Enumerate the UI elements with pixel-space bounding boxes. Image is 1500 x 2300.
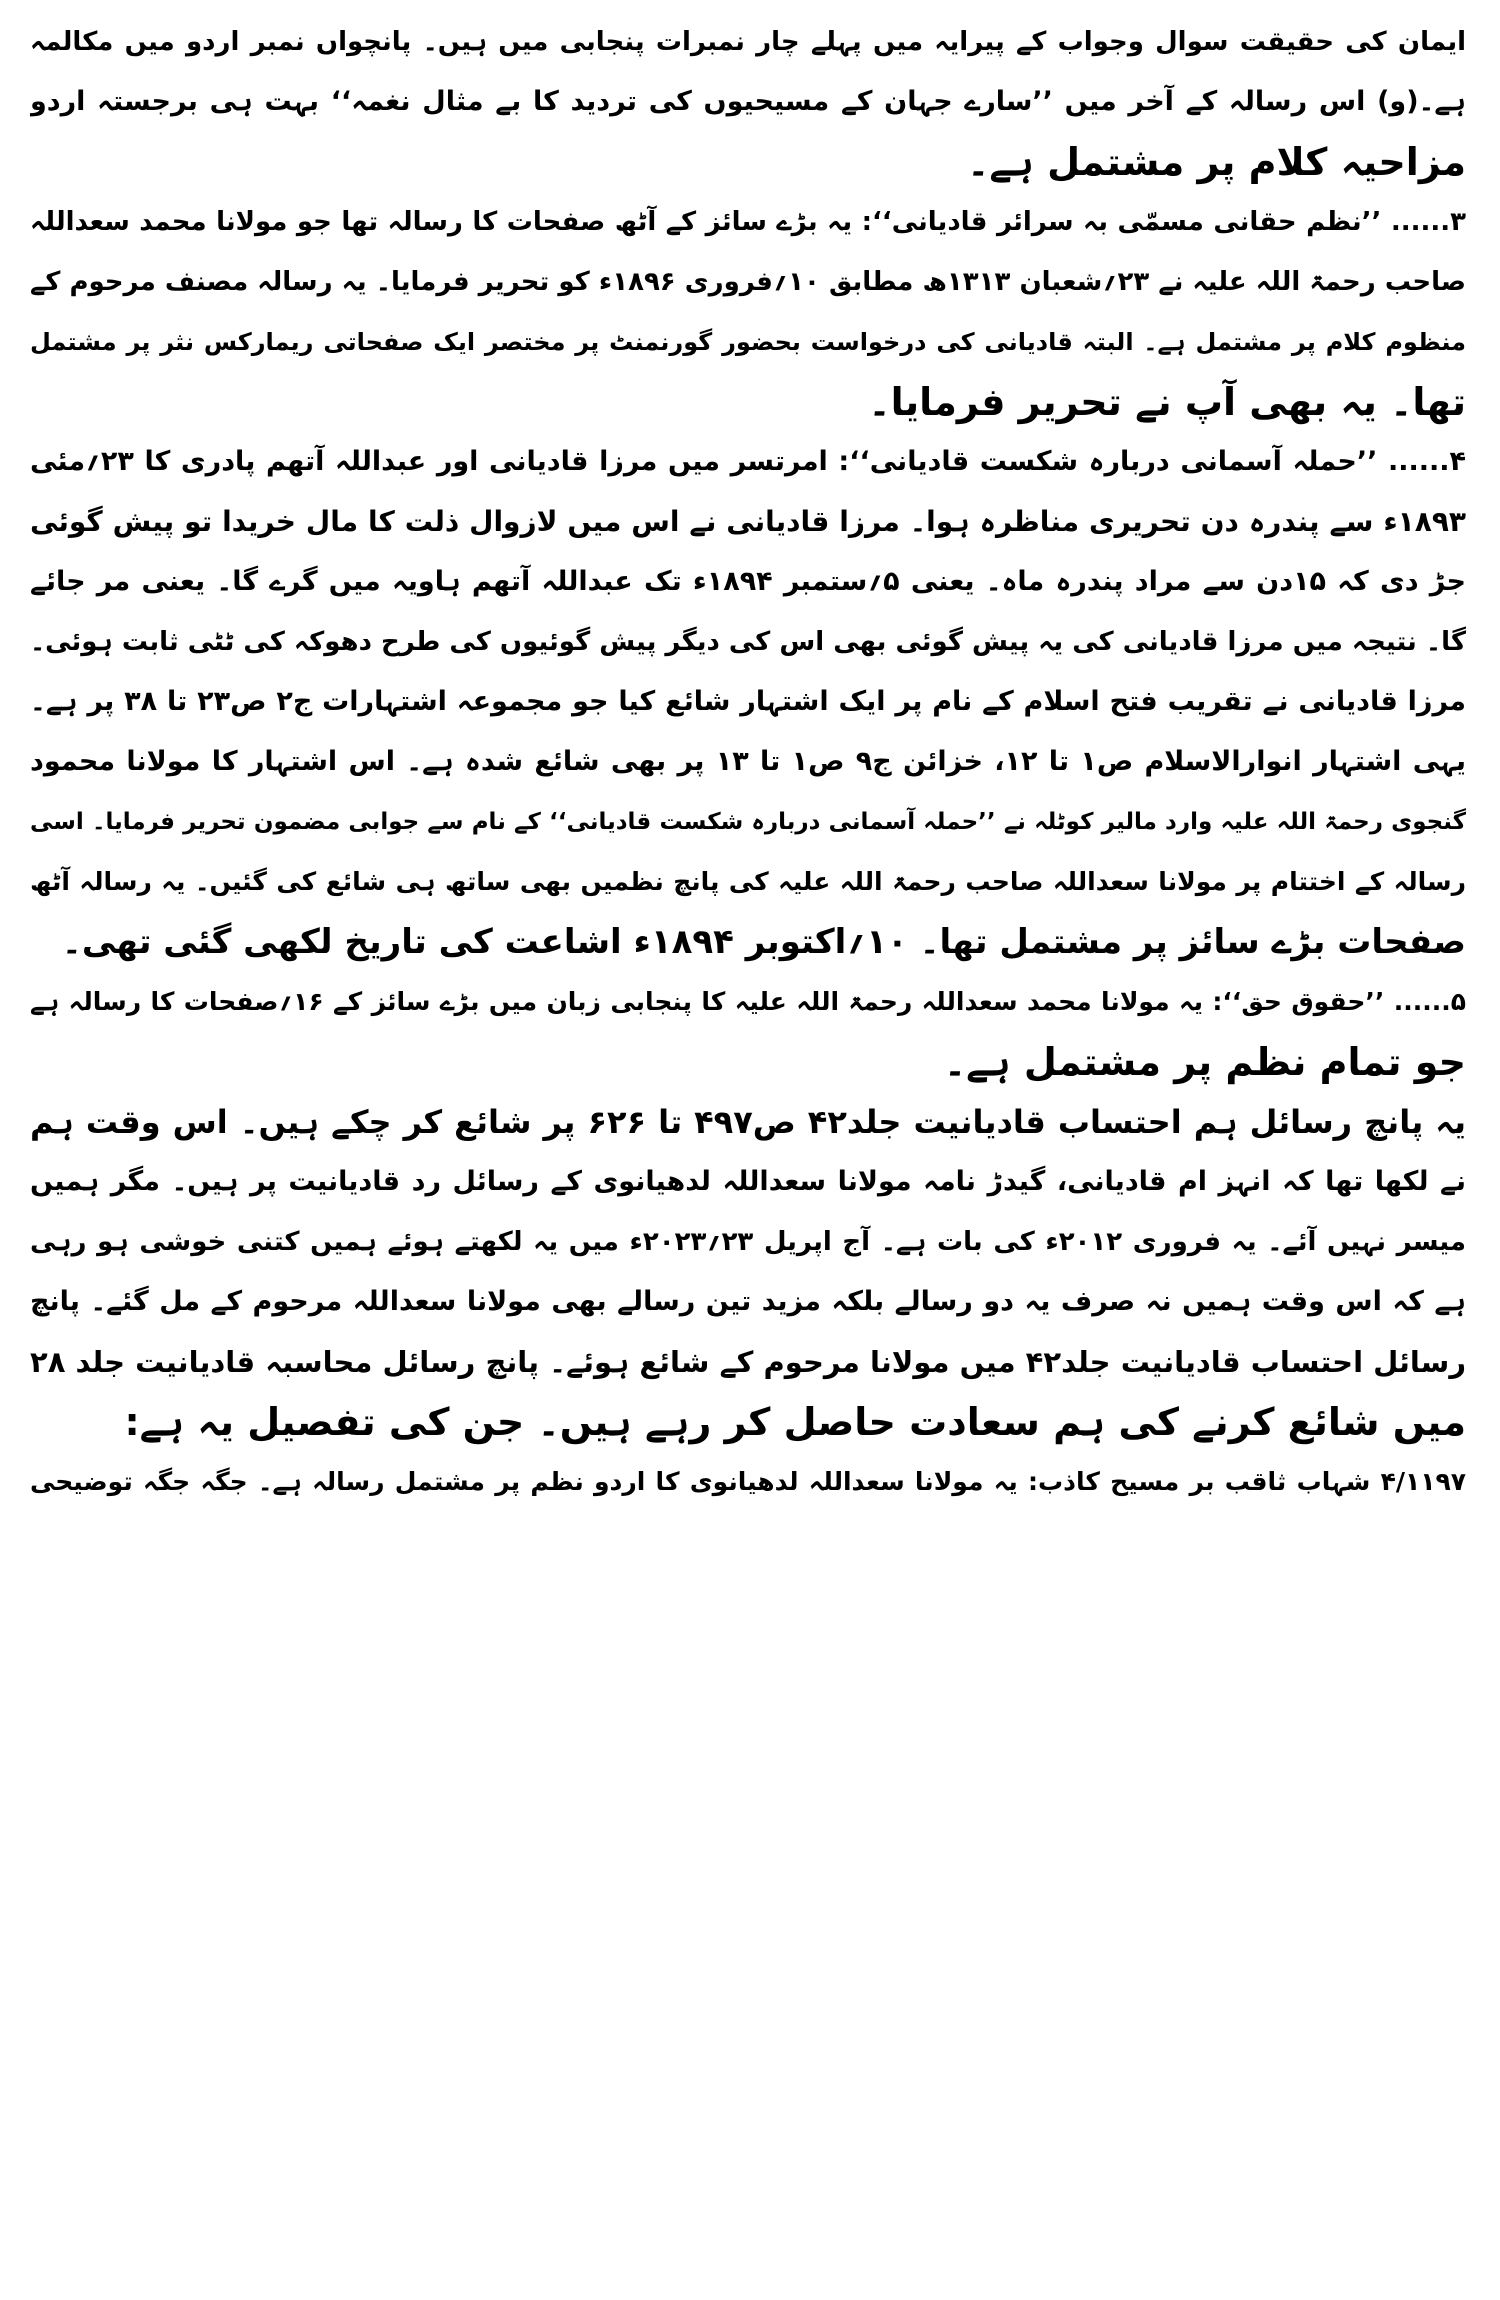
text-line: ۴...... ’’حملہ آسمانی دربارہ شکست قادیانی‘‘: امرتسر میں مرزا قادیانی اور عبداللہ آتھم پادری کا ۲۳؍مئی bbox=[30, 446, 1466, 477]
text-line: ہے کہ اس وقت ہمیں نہ صرف یہ دو رسالے بلکہ مزید تین رسالے بھی مولانا سعداللہ مرحوم کے مل گئے۔ پانچ bbox=[30, 1286, 1466, 1317]
text-line: جو تمام نظم پر مشتمل ہے۔ bbox=[943, 1040, 1466, 1084]
text-line: ۴/۱۱۹۷ شہاب ثاقب بر مسیح کاذب: یہ مولانا سعداللہ لدھیانوی کا اردو نظم پر مشتمل رسالہ ہے۔ جگہ جگہ توضیحی bbox=[30, 1467, 1466, 1496]
text-line: جڑ دی کہ ۱۵دن سے مراد پندرہ ماہ۔ یعنی ۵؍ستمبر ۱۸۹۴ء تک عبداللہ آتھم ہاویہ میں گرے گا۔ یعنی مر جائے bbox=[30, 566, 1466, 597]
text-line: ۱۸۹۳ء سے پندرہ دن تحریری مناظرہ ہوا۔ مرزا قادیانی نے اس میں لازوال ذلت کا مال خریدا تو پیش گوئی bbox=[30, 505, 1466, 538]
text-line: یہ پانچ رسائل ہم احتساب قادیانیت جلد۴۲ ص۴۹۷ تا ۶۲۶ پر شائع کر چکے ہیں۔ اس وقت ہم bbox=[30, 1103, 1466, 1141]
text-line: ہے۔(و) اس رسالہ کے آخر میں ’’سارے جہان کے مسیحیوں کی تردید کا بے مثال نغمہ‘‘ بہت ہی برجستہ اردو bbox=[30, 86, 1466, 117]
text-line: ۵...... ’’حقوق حق‘‘: یہ مولانا محمد سعداللہ رحمۃ اللہ علیہ کا پنجابی زبان میں بڑے سائز کے ۱۶؍صفحات کا رسالہ ہے bbox=[30, 987, 1466, 1016]
text-line: منظوم کلام پر مشتمل ہے۔ البتہ قادیانی کی درخواست بحضور گورنمنٹ پر مختصر ایک صفحاتی ریمارکس نثر پر مشتمل bbox=[30, 328, 1466, 356]
text-line: رسائل احتساب قادیانیت جلد۴۲ میں مولانا مرحوم کے شائع ہوئے۔ پانچ رسائل محاسبہ قادیانیت جلد ۲۸ bbox=[30, 1345, 1466, 1379]
text-line: تھا۔ یہ بھی آپ نے تحریر فرمایا۔ bbox=[868, 380, 1466, 424]
text-line: میسر نہیں آئے۔ یہ فروری ۲۰۱۲ء کی بات ہے۔ آج اپریل ۲۳؍۲۰۲۳ء میں یہ لکھتے ہوئے ہمیں کتنی خوشی ہو رہی bbox=[30, 1227, 1466, 1257]
text-line: صفحات بڑے سائز پر مشتمل تھا۔ ۱۰؍اکتوبر ۱۸۹۴ء اشاعت کی تاریخ لکھی گئی تھی۔ bbox=[61, 922, 1466, 962]
text-line: گنجوی رحمۃ اللہ علیہ وارد مالیر کوٹلہ نے ’’حملہ آسمانی دربارہ شکست قادیانی‘‘ کے نام سے جوابی مضمون تحریر فرمایا۔ اسی bbox=[30, 809, 1466, 835]
text-line: مرزا قادیانی نے تقریب فتح اسلام کے نام پر ایک اشتہار شائع کیا جو مجموعہ اشتہارات ج۲ ص۲۳ تا ۳۸ پر ہے۔ bbox=[30, 686, 1466, 717]
text-line: صاحب رحمۃ اللہ علیہ نے ۲۳؍شعبان ۱۳۱۳ھ مطابق ۱۰؍فروری ۱۸۹۶ء کو تحریر فرمایا۔ یہ رسالہ مصنف مرحوم کے bbox=[30, 267, 1466, 297]
text-line: ۳...... ’’نظم حقانی مسمّی بہ سرائر قادیانی‘‘: یہ بڑے سائز کے آٹھ صفحات کا رسالہ تھا جو مولانا محمد سعداللہ bbox=[30, 207, 1466, 237]
text-line: رسالہ کے اختتام پر مولانا سعداللہ صاحب رحمۃ اللہ علیہ کی پانچ نظمیں بھی ساتھ ہی شائع کی گئیں۔ یہ رسالہ آٹھ bbox=[30, 867, 1466, 896]
text-line: یہی اشتہار انوارالاسلام ص۱ تا ۱۲، خزائن ج۹ ص۱ تا ۱۳ پر بھی شائع شدہ ہے۔ اس اشتہار کا مولانا محمود bbox=[30, 746, 1466, 777]
text-line: نے لکھا تھا کہ انہز ام قادیانی، گیدڑ نامہ مولانا سعداللہ لدھیانوی کے رسائل رد قادیانیت پر ہیں۔ مگر ہمیں bbox=[30, 1166, 1466, 1197]
text-line: گا۔ نتیجہ میں مرزا قادیانی کی یہ پیش گوئی بھی اس کی دیگر پیش گوئیوں کی طرح دھوکہ کی ٹٹی ثابت ہوئی۔ bbox=[30, 627, 1466, 657]
text-line: ایمان کی حقیقت سوال وجواب کے پیرایہ میں پہلے چار نمبرات پنجابی میں ہیں۔ پانچواں نمبر اردو میں مکالمہ bbox=[30, 27, 1466, 57]
text-line: میں شائع کرنے کی ہم سعادت حاصل کر رہے ہیں۔ جن کی تفصیل یہ ہے: bbox=[124, 1400, 1466, 1444]
text-line: مزاحیہ کلام پر مشتمل ہے۔ bbox=[967, 140, 1466, 184]
